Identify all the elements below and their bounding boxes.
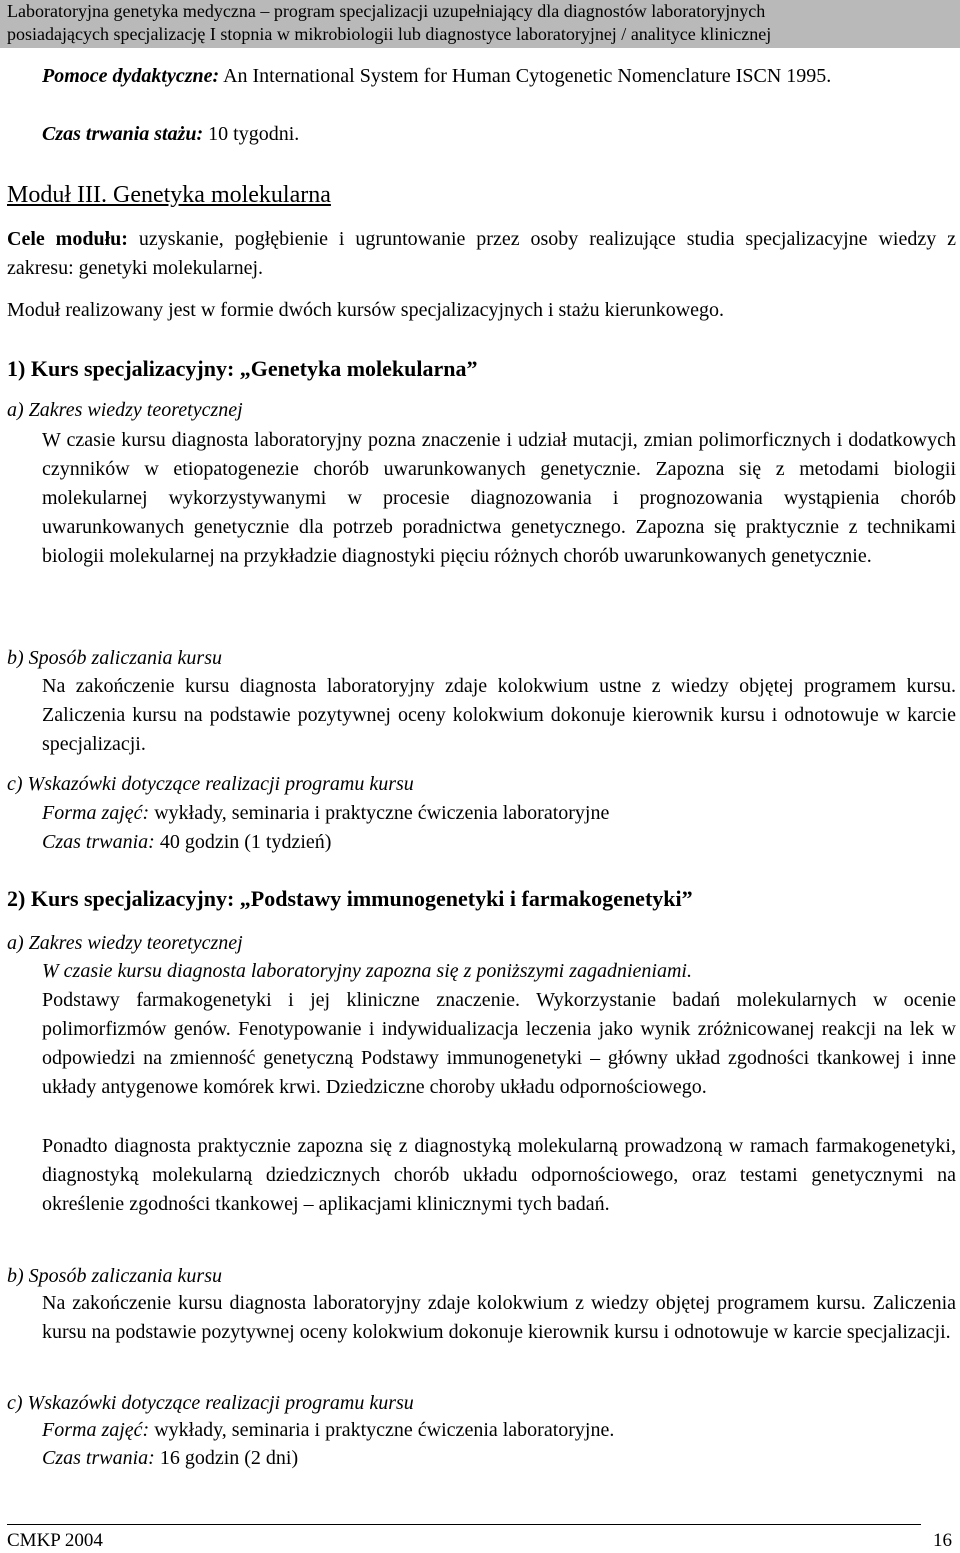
course-1-duration-label: Czas trwania: [42, 831, 155, 853]
module-form: Moduł realizowany jest w formie dwóch kursów specjalizacyjnych i stażu kierunkowego. [7, 299, 725, 321]
course-2-form-label: Forma zajęć: [42, 1419, 150, 1441]
course-2-a-intro: W czasie kursu diagnosta laboratoryjny zapozna się z poniższymi zagadnieniami. [42, 960, 692, 982]
course-2-form [42, 1416, 956, 1445]
teaching-aids-paragraph [42, 62, 958, 91]
module-goals-text: uzyskanie, pogłębienie i ugruntowanie przez osoby realizujące studia specjalizacyjne wiedzy z zakresu: genetyki molekularnej. [7, 228, 956, 279]
course-2-duration-text: 16 godzin (2 dni) [154, 1447, 299, 1469]
module-goals [7, 225, 956, 283]
course-2-a-text-2: Ponadto diagnosta praktycznie zapozna się z diagnostyką molekularną prowadzoną w ramach farmakogenetyki, diagnostyką molekularną dziedzicznych chorób układu odpornościowego, oraz testami genetycznymi na określenie zgodności tkankowej – aplikacjami klinicznymi tych badań. [42, 1135, 956, 1215]
course-1-duration-text: 40 godzin (1 tydzień) [154, 831, 332, 853]
course-2-b-heading: b) Sposób zaliczania kursu [7, 1265, 222, 1287]
course-2-a-heading: a) Zakres wiedzy teoretycznej [7, 932, 243, 954]
internship-duration [42, 120, 958, 149]
course-1-form-label: Forma zajęć: [42, 802, 150, 824]
course-1-c-heading: c) Wskazówki dotyczące realizacji programu kursu [7, 773, 414, 795]
course-2-title: 2) Kurs specjalizacyjny: „Podstawy immunogenetyki i farmakogenetyki” [7, 886, 693, 911]
course-1-title: 1) Kurs specjalizacyjny: „Genetyka molekularna” [7, 356, 478, 381]
course-1-form-text: wykłady, seminaria i praktyczne ćwiczenia laboratoryjne [149, 802, 610, 824]
course-2-form-text: wykłady, seminaria i praktyczne ćwiczenia laboratoryjne. [149, 1419, 615, 1441]
internship-duration-text: 10 tygodni. [203, 123, 300, 145]
footer-divider [7, 1524, 921, 1525]
header-line-2: posiadających specjalizację I stopnia w mikrobiologii lub diagnostyce laboratoryjnej / analityce klinicznej [7, 24, 772, 44]
course-1-b-text: Na zakończenie kursu diagnosta laboratoryjny zdaje kolokwium ustne z wiedzy objętej programem kursu. Zaliczenia kursu na podstawie pozytywnej oceny kolokwium dokonuje kierownik kursu i odnotowuje w karcie specjalizacji. [42, 675, 956, 755]
teaching-aids-label: Pomoce dydaktyczne: [42, 65, 220, 87]
course-1-a-heading: a) Zakres wiedzy teoretycznej [7, 399, 243, 421]
course-2-duration-label: Czas trwania: [42, 1447, 155, 1469]
footer-label: CMKP 2004 [7, 1530, 103, 1551]
course-1-duration [42, 828, 956, 857]
running-header [0, 0, 960, 48]
course-2-b-text: Na zakończenie kursu diagnosta laboratoryjny zdaje kolokwium z wiedzy objętej programem kursu. Zaliczenia kursu na podstawie pozytywnej oceny kolokwium dokonuje kierownik kursu i odnotowuje w karcie specjalizacji. [42, 1292, 956, 1343]
course-2-a-text: Podstawy farmakogenetyki i jej kliniczne znaczenie. Wykorzystanie badań molekularnych w ocenie polimorfizmów genów. Fenotypowanie i indywidualizacja leczenia jako wynik zróżnicowanej reakcji na lek w odpowiedzi na zmienność genetyczną Podstawy immunogenetyki – główny układ zgodności tkankowej i inne układy antygenowe komórek krwi. Dziedziczne choroby układu odpornościowego. [42, 989, 956, 1098]
course-1-form [42, 799, 956, 828]
course-2-duration [42, 1444, 956, 1473]
course-1-a-text: W czasie kursu diagnosta laboratoryjny pozna znaczenie i udział mutacji, zmian polimorficznych i dodatkowych czynników w etiopatogenezie chorób uwarunkowanych genetycznie. Zapozna się z metodami biologii molekularnej wykorzystywanymi w procesie diagnozowania i prognozowania wystąpienia chorób uwarunkowanych genetycznie dla potrzeb poradnictwa genetycznego. Zapozna się praktycznie z technikami biologii molekularnej na przykładzie diagnostyki pięciu różnych chorób uwarunkowanych genetycznie. [42, 429, 956, 567]
course-1-b-heading: b) Sposób zaliczania kursu [7, 647, 222, 669]
module-title: Moduł III. Genetyka molekularna [7, 182, 331, 208]
teaching-aids-text: An International System for Human Cytogenetic Nomenclature ISCN 1995. [219, 65, 832, 87]
module-goals-label: Cele modułu: [7, 228, 128, 250]
page-number: 16 [933, 1530, 952, 1551]
internship-duration-label: Czas trwania stażu: [42, 123, 204, 145]
header-line-1: Laboratoryjna genetyka medyczna – program specjalizacji uzupełniający dla diagnostów laboratoryjnych [7, 1, 766, 21]
course-2-c-heading: c) Wskazówki dotyczące realizacji programu kursu [7, 1392, 414, 1414]
